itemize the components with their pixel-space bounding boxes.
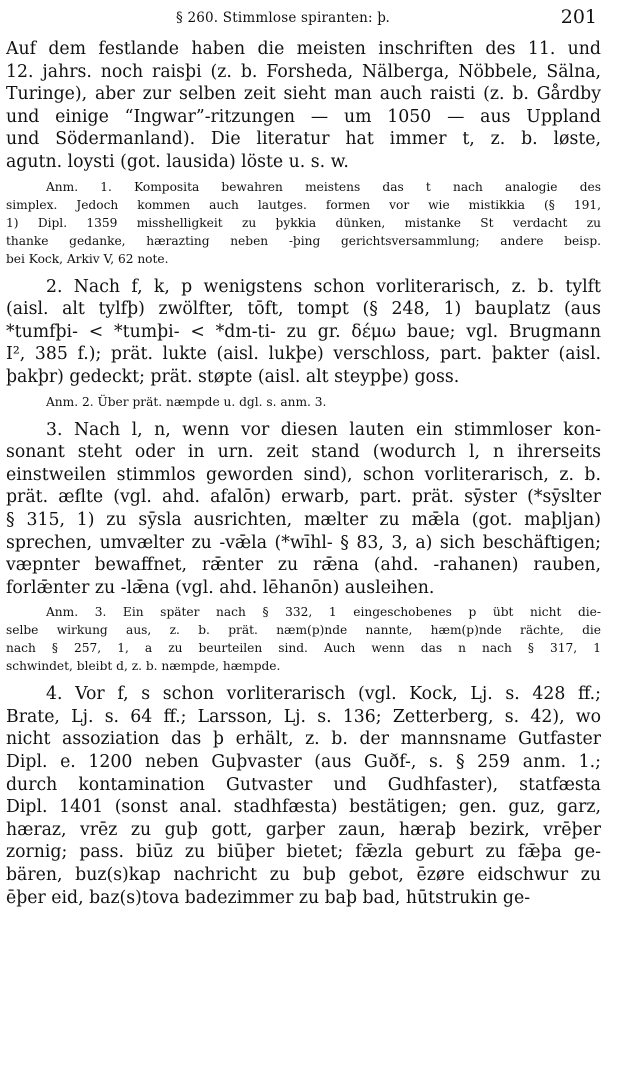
- text-line: nach § 257, 1, a zu beurteilen sind. Auch wenn das n nach § 317, 1: [6, 641, 601, 656]
- paragraph-2: [6, 276, 601, 389]
- text-line: Anm. 3. Ein später nach § 332, 1 eingeschobenes p übt nicht die-: [46, 605, 601, 620]
- text-line: Auf dem festlande haben die meisten inschriften des 11. und: [6, 39, 601, 59]
- text-line: 3. Nach l, n, wenn vor diesen lauten ein stimmloser kon-: [46, 419, 601, 440]
- text-line: Dipl. e. 1200 neben Guþvaster (aus Guðf-, s. § 259 anm. 1.;: [6, 752, 601, 773]
- text-line: 1) Dipl. 1359 misshelligkeit zu þykkia dünken, mistanke St verdacht zu: [6, 215, 601, 230]
- text-line: nicht assoziation das þ erhält, z. b. der mannsname Gutfaster: [6, 729, 601, 750]
- text-line: (aisl. alt tylfþ) zwölfter, tōft, tompt (§ 248, 1) bauplatz (aus: [6, 299, 601, 320]
- text-line: 2. Nach f, k, p wenigstens schon vorliterarisch, z. b. tylft: [46, 276, 601, 297]
- note-anm-1: [6, 178, 601, 268]
- text-line: durch kontamination Gutvaster und Gudhfaster), statfæsta: [6, 774, 601, 795]
- text-line: ēþer eid, baz(s)tova badezimmer zu baþ bad, hūtstrukin ge-: [6, 887, 531, 908]
- paragraph-3: [6, 419, 601, 600]
- text-line: væpnter bewaffnet, rǣnter zu rǣna (ahd. -rahanen) rauben,: [6, 555, 601, 576]
- text-line: hæraz, vrēz zu guþ gott, garþer zaun, hæraþ bezirk, vrēþer: [6, 819, 601, 840]
- text-line: § 315, 1) zu sȳsla ausrichten, mælter zu mǣla (got. maþljan): [6, 509, 601, 530]
- text-line: und Södermanland). Die literatur hat immer t, z. b. løste,: [6, 129, 601, 150]
- paragraph-4: [6, 683, 601, 909]
- text-line: *tumfþi- < *tumþi- < *dm-ti- zu gr. δέμω baue; vgl. Brugmann: [6, 321, 601, 342]
- text-line: Dipl. 1401 (sonst anal. stadhfæsta) bestätigen; gen. guz, garz,: [6, 797, 601, 818]
- text-line: bären, buz(s)kap nachricht zu buþ gebot, ēzøre eidschwur zu: [6, 865, 601, 886]
- page-body: [6, 38, 601, 909]
- note-anm-2: [6, 393, 601, 411]
- text-line: bei Kock, Arkiv V, 62 note.: [6, 251, 169, 266]
- text-line: simplex. Jedoch kommen auch lautges. formen vor wie mistikkia (§ 191,: [6, 197, 601, 212]
- text-line: agutn. loysti (got. lausida) löste u. s. w.: [6, 151, 349, 172]
- text-line: sonant steht oder in urn. zeit stand (wodurch l, n ihrerseits: [6, 442, 601, 463]
- text-line: schwindet, bleibt d, z. b. næmpde, hæmpde.: [6, 659, 281, 674]
- text-line: zornig; pass. biūz zu biūþer bietet; fǣzla geburt zu fǣþa ge-: [6, 842, 601, 863]
- text-line: selbe wirkung aus, z. b. prät. næm(p)nde nannte, hæm(p)nde rächte, die: [6, 623, 601, 638]
- text-line: einstweilen stimmlos geworden sind), schon vorliterarisch, z. b.: [6, 464, 601, 485]
- page-number: 201: [560, 6, 597, 28]
- running-title: § 260. Stimmlose spiranten: þ.: [176, 10, 390, 26]
- text-line: 4. Vor f, s schon vorliterarisch (vgl. Kock, Lj. s. 428 ff.;: [46, 684, 601, 705]
- text-line: 12. jahrs. noch raisþi (z. b. Forsheda, Nälberga, Nöbbele, Sälna,: [6, 61, 601, 82]
- text-line: forlǣnter zu -lǣna (vgl. ahd. lēhanōn) ausleihen.: [6, 577, 435, 598]
- text-line: prät. æflte (vgl. ahd. afalōn) erwarb, part. prät. sȳster (*sȳslter: [6, 487, 601, 508]
- text-line: þakþr) gedeckt; prät. støpte (aisl. alt steypþe) goss.: [6, 366, 460, 387]
- text-line: Turinge), aber zur selben zeit sieht man auch raisti (z. b. Gårdby: [6, 84, 601, 105]
- page-header: [6, 4, 601, 30]
- text-line: und einige “Ingwar”-ritzungen — um 1050 — aus Uppland: [6, 106, 601, 127]
- paragraph: [6, 38, 601, 174]
- text-line: I², 385 f.); prät. lukte (aisl. lukþe) verschloss, part. þakter (aisl.: [6, 344, 601, 365]
- text-line: thanke gedanke, hærazting neben -þing gerichtsversammlung; andere beisp.: [6, 233, 601, 248]
- note-anm-3: [6, 603, 601, 675]
- text-line: Anm. 2. Über prät. næmpde u. dgl. s. anm. 3.: [46, 394, 327, 409]
- text-line: Brate, Lj. s. 64 ff.; Larsson, Lj. s. 136; Zetterberg, s. 42), wo: [6, 706, 601, 727]
- text-line: sprechen, umvælter zu -vǣla (*wīhl- § 83, 3, a) sich beschäftigen;: [6, 532, 601, 553]
- text-line: Anm. 1. Komposita bewahren meistens das t nach analogie des: [46, 179, 601, 194]
